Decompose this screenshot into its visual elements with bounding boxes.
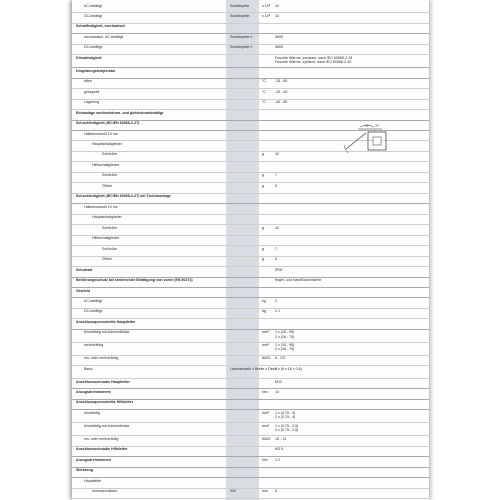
row-label: offen: [84, 79, 92, 84]
spec-row: [72, 342, 429, 356]
row-unit: kg: [262, 299, 266, 303]
row-label: DC-betätigt: [84, 13, 103, 18]
row-value: 5: [275, 489, 277, 494]
row-value: 3600: [275, 45, 283, 50]
row-label: Schutzart: [76, 267, 93, 272]
row-label: Hilfsschaltglieder: [92, 162, 120, 167]
row-value: 6 - 2/0: [275, 356, 286, 361]
row-label: Schließer: [102, 152, 118, 157]
row-value: 2.1: [275, 309, 280, 314]
row-value: IP00: [275, 267, 283, 272]
row-label: Schließer: [102, 173, 118, 178]
row-value: M3.5: [275, 447, 283, 452]
row-unit: AWG: [262, 356, 271, 361]
row-label: Halbsinusstoß 10 ms: [84, 131, 118, 136]
row-label: Anschlussschraube Hauptleiter: [76, 379, 130, 384]
row-label: AC-betätigt: [84, 299, 102, 303]
row-label: Anzugsdrehmoment: [76, 457, 111, 462]
row-label: Halbsinusstoß 10 ms: [84, 204, 118, 209]
row-unit: mm²: [262, 423, 270, 428]
row-label: AC-betätigt: [84, 3, 102, 8]
row-label: Innensechskant: [92, 489, 118, 494]
row-value: 18 - 14: [275, 436, 287, 441]
row-value: 7: [275, 173, 277, 178]
row-value: 10: [275, 225, 279, 230]
row-unit: g: [262, 257, 264, 262]
row-unit: g: [262, 225, 264, 230]
row-unit: g: [262, 183, 264, 188]
row-label: Anschlussquerschnitte Hauptleiter: [76, 319, 136, 324]
spec-row: [72, 329, 429, 343]
row-value: 1 x (0.75 - 4) 2 x (0.75 - 4): [275, 410, 296, 420]
row-value: 2 x (6 x 16 x 0.8): [275, 366, 302, 371]
row-label: eindrähtig: [84, 410, 100, 415]
row-label: Schließer: [102, 225, 118, 230]
spec-sheet: [72, 0, 429, 500]
row-label: Anschlussquerschnitte Hilfsleiter: [76, 400, 134, 405]
spec-row: [72, 54, 429, 68]
row-value: 1.2: [275, 457, 280, 462]
row-name: Schaltspiele: [230, 3, 250, 8]
row-unit: Nm: [262, 457, 268, 462]
row-label: Anzugsdrehmoment: [76, 389, 111, 394]
row-unit: Nm: [262, 389, 268, 394]
row-label: mechanisch, AC-betätigt: [84, 34, 123, 39]
row-value: 5: [275, 183, 277, 188]
row-label: Schaltfestigkeit, mechanisch: [76, 24, 126, 29]
row-label: Berührungsschutz bei senkrechter Betätigung von vorne (EN 50274): [76, 278, 193, 283]
row-value: 1 x (16 - 95) 2 x (16 - 70): [275, 343, 295, 352]
row-label: Gewicht: [76, 288, 90, 293]
row-label: Lagerung: [84, 100, 100, 105]
row-unit: x 10⁶: [262, 13, 271, 18]
row-label: Werkzeug: [76, 468, 93, 473]
row-label: Umgebungstemperatur: [76, 68, 116, 73]
row-label: DC-betätigt: [84, 45, 103, 50]
row-label: gekapselt: [84, 89, 100, 94]
row-label: Schockfestigkeit (IEC/EN 60068-2-27) bei Tischmontage: [76, 194, 171, 199]
row-label: ein- oder mehrdrähtig: [84, 356, 119, 361]
row-label: Hilfsschaltglieder: [92, 236, 120, 241]
row-label: feindrähtig mit Aderendhülse: [84, 423, 130, 428]
row-value: finger- und handrückensicher: [275, 278, 322, 283]
row-value: 10: [275, 152, 279, 157]
spec-row: [72, 488, 429, 499]
row-value: 1 x (16 - 95) 2 x (16 - 70): [275, 330, 295, 339]
spec-row: [72, 365, 429, 379]
row-value: M10: [275, 379, 282, 384]
row-unit: mm²: [262, 410, 270, 415]
row-label: feindrähtig mit Aderendhülse: [84, 330, 130, 335]
row-label: DC-betätigt: [84, 309, 103, 314]
row-value: 1 x (0.75 - 2.5) 2 x (0.75 - 2.5): [275, 423, 299, 432]
row-label: Band: [84, 366, 93, 371]
row-value: 3600: [275, 34, 283, 39]
row-value: 7: [275, 246, 277, 251]
row-value: 14: [275, 389, 279, 394]
mounting-position-diagram: [340, 123, 390, 155]
row-unit: mm²: [262, 343, 270, 348]
row-label: Hauptleiter: [84, 478, 102, 483]
row-label: Einbaulage wechselstrom- und gleichstrombetätigt: [76, 110, 164, 115]
spec-row: [72, 409, 429, 423]
row-name: Schaltspiele h: [230, 45, 253, 50]
row-label: Öffner: [102, 257, 112, 262]
row-value: 5: [275, 257, 277, 262]
row-unit: °C: [262, 79, 267, 84]
row-unit: °C: [262, 100, 267, 105]
row-label: Hauptschaltglieder: [92, 215, 122, 220]
row-value: 10: [275, 13, 279, 18]
row-name: Lamellenzahl x Breite x Dicke: [230, 366, 278, 371]
row-value: -40 - 80: [275, 100, 288, 105]
row-value: Feuchte Wärme, konstant, nach IEC 60068-2-78 Feuchte Wärme, zyklisch, nach IEC 60068-2-30: [275, 55, 353, 65]
row-label: Schließer: [102, 246, 118, 251]
row-label: Hauptschaltglieder: [92, 141, 122, 146]
row-unit: mm: [262, 489, 268, 494]
row-name: SW: [230, 489, 236, 494]
row-label: Klimafestigkeit: [76, 55, 102, 60]
row-unit: °C: [262, 89, 267, 94]
row-label: Anschlussschraube Hilfsleiter: [76, 447, 128, 452]
row-label: mehrdrähtig: [84, 343, 104, 348]
diagram-angle-label-2: 30°: [375, 123, 380, 128]
row-value: -25 - 60: [275, 79, 288, 84]
row-unit: AWG: [262, 436, 271, 441]
diagram-angle-label: 30°: [365, 123, 370, 128]
row-unit: x 10⁶: [262, 3, 271, 8]
row-label: Schockfestigkeit (IEC/EN 60068-2-27): [76, 121, 140, 126]
row-label: ein- oder mehrdrähtig: [84, 436, 119, 441]
row-name: Schaltspiele h: [230, 34, 253, 39]
row-value: 2: [275, 299, 277, 303]
row-unit: mm²: [262, 330, 270, 335]
row-unit: kg: [262, 309, 266, 314]
row-unit: g: [262, 246, 264, 251]
row-unit: g: [262, 152, 264, 157]
row-unit: g: [262, 173, 264, 178]
spec-row: [72, 422, 429, 436]
row-name: Schaltspiele: [230, 13, 250, 18]
row-value: -25 - 40: [275, 89, 288, 94]
row-label: Öffner: [102, 183, 112, 188]
row-value: 10: [275, 3, 279, 8]
